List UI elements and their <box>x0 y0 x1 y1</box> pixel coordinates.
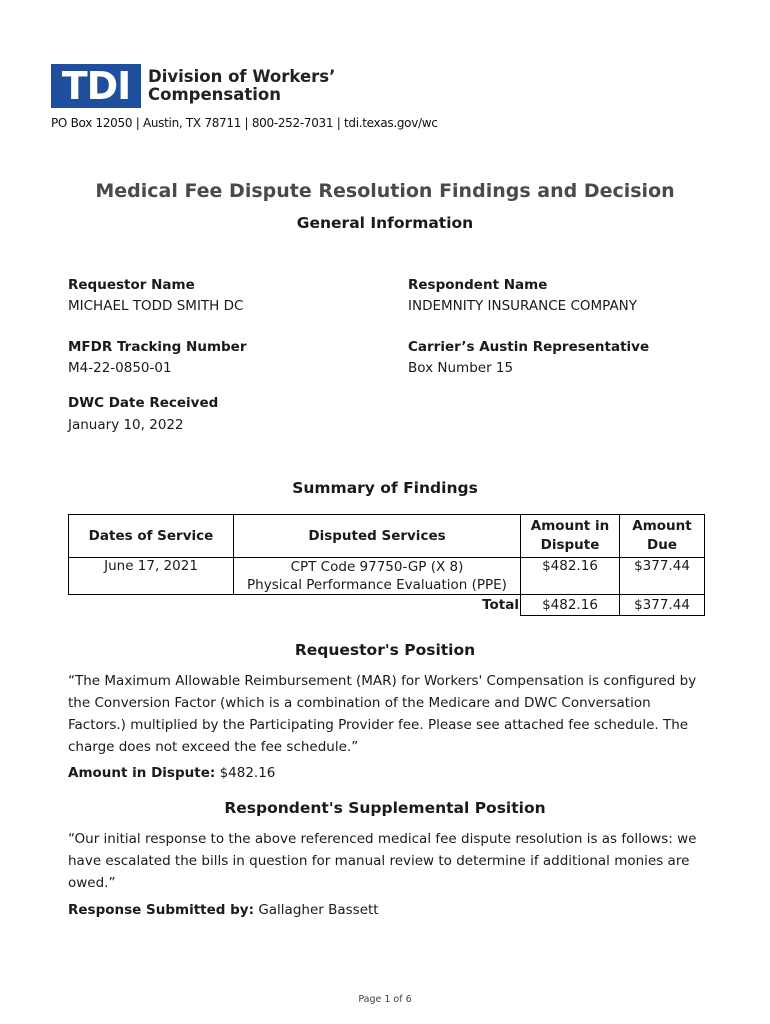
date-received-label: DWC Date Received <box>68 395 219 411</box>
response-submitted-line <box>68 899 708 921</box>
page-number: Page 1 of 6 <box>358 994 412 1005</box>
column-header-amount-due <box>620 515 705 558</box>
findings-table <box>68 514 705 616</box>
division-line-1: Division of Workers’ <box>148 67 336 86</box>
respondent-name-label: Respondent Name <box>408 277 548 293</box>
division-line-2: Compensation <box>148 85 281 104</box>
tdi-logo <box>51 64 335 108</box>
date-received-value: January 10, 2022 <box>68 417 184 433</box>
table-total-row <box>69 595 705 616</box>
row-service <box>234 558 521 595</box>
respondent-position-text: “Our initial response to the above referenced medical fee dispute resolution is as follows: we have escalated the bills in question for manual review to determine if additional monies are owed.” <box>68 831 697 891</box>
column-header-amount-in-dispute <box>521 515 620 558</box>
column-header-services: Disputed Services <box>234 515 521 558</box>
response-submitted-label: Response Submitted by: <box>68 902 255 918</box>
amount-due-header-text: Amount Due <box>632 518 692 553</box>
amount-in-dispute-value: $482.16 <box>219 765 276 781</box>
service-description: Physical Performance Evaluation (PPE) <box>247 577 507 593</box>
carrier-representative-value: Box Number 15 <box>408 360 514 376</box>
row-date: June 17, 2021 <box>69 558 234 595</box>
division-name <box>148 68 335 104</box>
requestor-name-label: Requestor Name <box>68 277 195 293</box>
total-label: Total <box>234 595 521 616</box>
summary-of-findings-heading: Summary of Findings <box>292 479 478 497</box>
amount-in-dispute-header-text: Amount in Dispute <box>530 518 610 553</box>
tracking-number-label: MFDR Tracking Number <box>68 339 247 355</box>
table-row <box>69 558 705 595</box>
requestor-amount-line <box>68 762 708 784</box>
requestor-name-value: MICHAEL TODD SMITH DC <box>68 298 244 314</box>
row-amount-due: $377.44 <box>620 558 705 595</box>
tdi-logo-box: TDI <box>51 64 141 108</box>
response-submitted-value: Gallagher Bassett <box>258 902 379 918</box>
table-header-row <box>69 515 705 558</box>
agency-address: PO Box 12050 | Austin, TX 78711 | 800-252-7031 | tdi.texas.gov/wc <box>51 116 438 130</box>
carrier-representative-label: Carrier’s Austin Representative <box>408 339 650 355</box>
service-code: CPT Code 97750-GP (X 8) <box>290 559 464 575</box>
column-header-dates: Dates of Service <box>69 515 234 558</box>
requestor-position-heading: Requestor's Position <box>294 641 476 659</box>
total-amount-due: $377.44 <box>620 595 705 616</box>
general-information-heading: General Information <box>296 214 474 232</box>
document-title: Medical Fee Dispute Resolution Findings and Decision <box>95 180 675 202</box>
total-amount-in-dispute: $482.16 <box>521 595 620 616</box>
amount-in-dispute-label: Amount in Dispute: <box>68 765 216 781</box>
respondent-position-heading: Respondent's Supplemental Position <box>224 799 546 817</box>
tracking-number-value: M4-22-0850-01 <box>68 360 172 376</box>
respondent-name-value: INDEMNITY INSURANCE COMPANY <box>408 298 638 314</box>
requestor-position-text: “The Maximum Allowable Reimbursement (MAR) for Workers' Compensation is configured by the Conversion Factor (which is a combination of the Medicare and DWC Conversation Factors.) multiplied by the Participating Provider fee. Please see attached fee schedule. The charge does not exceed the fee schedule.” <box>68 673 697 755</box>
row-amount-in-dispute: $482.16 <box>521 558 620 595</box>
